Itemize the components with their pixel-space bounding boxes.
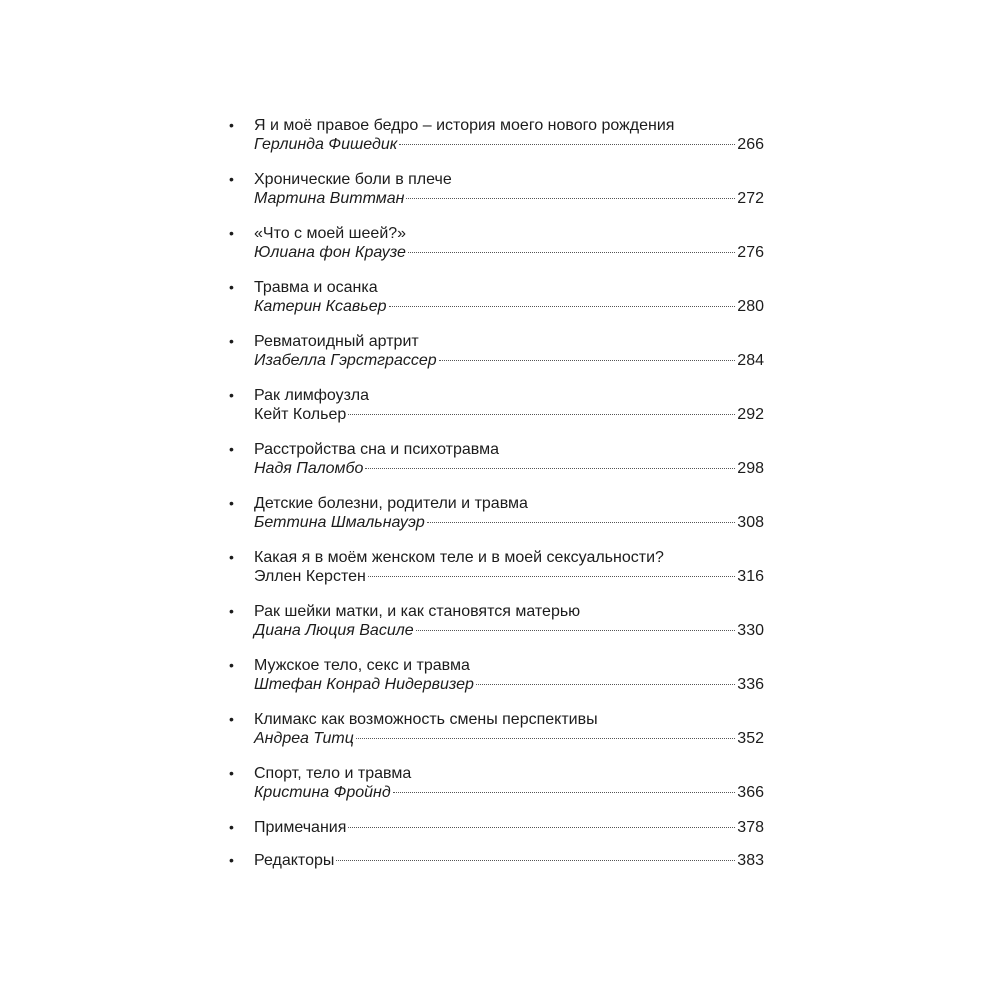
page-number: 383 <box>737 852 764 869</box>
page-number: 284 <box>737 352 764 369</box>
bullet: • <box>229 819 234 835</box>
page-number: 266 <box>737 136 764 153</box>
page-number: 378 <box>737 819 764 836</box>
entry-author: Кейт Кольер <box>254 406 347 423</box>
bullet: • <box>229 225 234 241</box>
entry-line <box>254 818 764 837</box>
dot-leader <box>399 144 735 145</box>
bullet: • <box>229 171 234 187</box>
dot-leader <box>406 198 735 199</box>
toc-entry-notes <box>228 818 764 837</box>
dot-leader <box>368 576 735 577</box>
dot-leader <box>348 414 735 415</box>
entry-line <box>254 851 764 870</box>
dot-leader <box>389 306 736 307</box>
bullet: • <box>229 765 234 781</box>
table-of-contents <box>228 116 764 884</box>
toc-entry <box>228 278 764 316</box>
dot-leader <box>356 738 735 739</box>
bullet: • <box>229 852 234 868</box>
entry-author-line <box>254 243 764 262</box>
bullet: • <box>229 495 234 511</box>
entry-author: Юлиана фон Краузе <box>254 244 406 261</box>
page-number: 366 <box>737 784 764 801</box>
entry-author-line <box>254 729 764 748</box>
toc-entry <box>228 332 764 370</box>
entry-author-line <box>254 621 764 640</box>
toc-entry <box>228 386 764 424</box>
entry-author: Кристина Фройнд <box>254 784 391 801</box>
entry-author-line <box>254 567 764 586</box>
entry-author: Надя Паломбо <box>254 460 364 477</box>
entry-title: Расстройства сна и психотравма <box>254 441 499 458</box>
page-number: 308 <box>737 514 764 531</box>
page-number: 330 <box>737 622 764 639</box>
entry-author-line <box>254 405 764 424</box>
bullet: • <box>229 657 234 673</box>
entry-author-line <box>254 135 764 154</box>
entry-author: Катерин Ксавьер <box>254 298 387 315</box>
toc-entry <box>228 440 764 478</box>
entry-author: Эллен Керстен <box>254 568 366 585</box>
toc-entry-editors <box>228 851 764 870</box>
bullet: • <box>229 549 234 565</box>
toc-entry <box>228 224 764 262</box>
entry-title: Мужское тело, секс и травма <box>254 657 470 674</box>
dot-leader <box>336 860 735 861</box>
entry-author: Герлинда Фишедик <box>254 136 398 153</box>
dot-leader <box>416 630 736 631</box>
toc-entry <box>228 170 764 208</box>
bullet: • <box>229 279 234 295</box>
dot-leader <box>427 522 735 523</box>
bullet: • <box>229 333 234 349</box>
toc-entry <box>228 602 764 640</box>
bullet: • <box>229 603 234 619</box>
entry-label: Примечания <box>254 819 347 836</box>
page-number: 280 <box>737 298 764 315</box>
entry-author-line <box>254 459 764 478</box>
entry-title: Какая я в моём женском теле и в моей сексуальности? <box>254 549 664 566</box>
bullet: • <box>229 711 234 727</box>
entry-author-line <box>254 783 764 802</box>
bullet: • <box>229 387 234 403</box>
page-number: 292 <box>737 406 764 423</box>
bullet: • <box>229 117 234 133</box>
entry-label: Редакторы <box>254 852 335 869</box>
toc-entry <box>228 494 764 532</box>
entry-author: Изабелла Гэрстграссер <box>254 352 437 369</box>
dot-leader <box>348 827 735 828</box>
entry-author-line <box>254 675 764 694</box>
entry-author-line <box>254 351 764 370</box>
entry-title: Травма и осанка <box>254 279 378 296</box>
toc-entry <box>228 710 764 748</box>
entry-title: Рак лимфоузла <box>254 387 370 404</box>
entry-author: Диана Люция Василе <box>254 622 414 639</box>
page-number: 316 <box>737 568 764 585</box>
entry-title: Спорт, тело и травма <box>254 765 412 782</box>
entry-author: Мартина Виттман <box>254 190 405 207</box>
entry-title: Рак шейки матки, и как становятся матерью <box>254 603 581 620</box>
page-number: 272 <box>737 190 764 207</box>
page-number: 352 <box>737 730 764 747</box>
toc-entry <box>228 656 764 694</box>
dot-leader <box>408 252 735 253</box>
entry-author: Андреа Титц <box>254 730 354 747</box>
entry-author: Штефан Конрад Нидервизер <box>254 676 474 693</box>
toc-entry <box>228 548 764 586</box>
toc-entry <box>228 764 764 802</box>
entry-author-line <box>254 189 764 208</box>
dot-leader <box>476 684 735 685</box>
page-number: 336 <box>737 676 764 693</box>
dot-leader <box>393 792 736 793</box>
entry-author: Беттина Шмальнауэр <box>254 514 425 531</box>
entry-title: Ревматоидный артрит <box>254 333 419 350</box>
entry-title: Я и моё правое бедро – история моего нового рождения <box>254 117 675 134</box>
entry-author-line <box>254 513 764 532</box>
bullet: • <box>229 441 234 457</box>
dot-leader <box>439 360 736 361</box>
dot-leader <box>365 468 735 469</box>
entry-title: Хронические боли в плече <box>254 171 452 188</box>
toc-entry <box>228 116 764 154</box>
page-number: 298 <box>737 460 764 477</box>
entry-title: «Что с моей шеей?» <box>254 225 407 242</box>
entry-title: Детские болезни, родители и травма <box>254 495 528 512</box>
entry-title: Климакс как возможность смены перспективы <box>254 711 598 728</box>
entry-author-line <box>254 297 764 316</box>
page-number: 276 <box>737 244 764 261</box>
